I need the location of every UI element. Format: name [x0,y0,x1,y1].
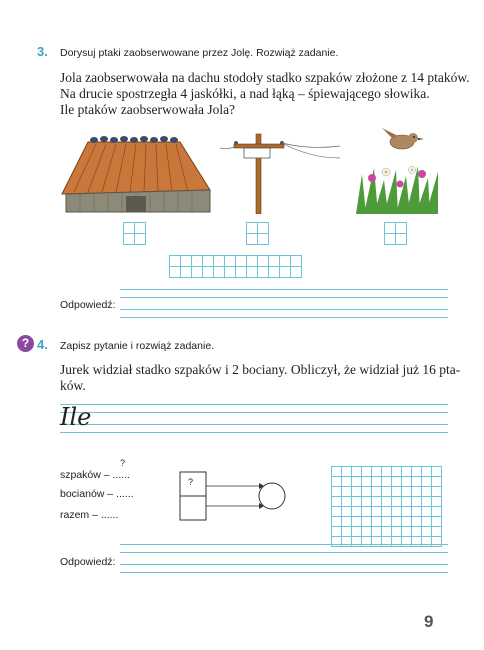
telegraph-pole-illustration [220,128,342,214]
row-starlings-question-mark: ? [120,458,126,468]
row-total-label: razem – [60,509,101,521]
calculation-grid-large [331,466,442,547]
row-starlings-value: ...... [112,469,131,481]
row-total-value: ...... [100,509,119,521]
writing-line [60,432,448,433]
task-3-instruction: Dorysuj ptaki zaobserwowane przez Jolę. Rozwiąż zadanie. [60,47,339,59]
page-number: 9 [424,612,434,631]
answer-line [120,317,448,318]
answer-line [120,297,448,298]
writing-line [60,424,448,425]
calculation-grid [169,255,302,278]
cursive-question-start: Ile [60,403,92,431]
answer-grid-meadow [384,222,407,245]
task-3-answer-label: Odpowiedź: [60,299,116,311]
task-3-story-line-1: Jola zaobserwowała na dachu stodoły stadko szpaków złożone z 14 ptaków. [60,70,470,85]
task-3-number: 3. [37,44,48,59]
row-storks [60,488,134,500]
answer-line [120,572,448,573]
answer-line [120,309,448,310]
set-diagram [178,470,290,524]
barn-illustration [60,132,215,214]
diagram-question-mark: ? [188,477,194,487]
answer-line [120,289,448,290]
task-4-instruction: Zapisz pytanie i rozwiąż zadanie. [60,340,215,352]
row-starlings-label: szpaków – [60,469,113,481]
row-starlings [60,469,130,481]
task-4-number: 4. [37,337,48,352]
writing-line [60,404,448,405]
answer-line [120,564,448,565]
task-3-story-line-3: Ile ptaków zaobserwowała Jola? [60,102,236,117]
answer-line [120,544,448,545]
row-total [60,509,118,521]
row-storks-value: ...... [116,488,134,500]
row-storks-label: bocianów – [60,488,117,500]
answer-line [120,552,448,553]
answer-grid-wire [246,222,269,245]
task-4-story-line-2: ków. [60,378,86,393]
task-4-answer-label: Odpowiedź: [60,556,116,568]
answer-grid-barn [123,222,146,245]
task-3-story-line-2: Na drucie spostrzegła 4 jaskółki, a nad łąką – śpiewającego słowika. [60,86,430,101]
task-4-story-line-1: Jurek widział stadko szpaków i 2 bociany. Obliczył, że widział już 16 pta- [60,362,461,377]
meadow-bird-illustration [352,124,442,216]
question-icon: ? [17,335,34,352]
writing-line [60,412,448,413]
